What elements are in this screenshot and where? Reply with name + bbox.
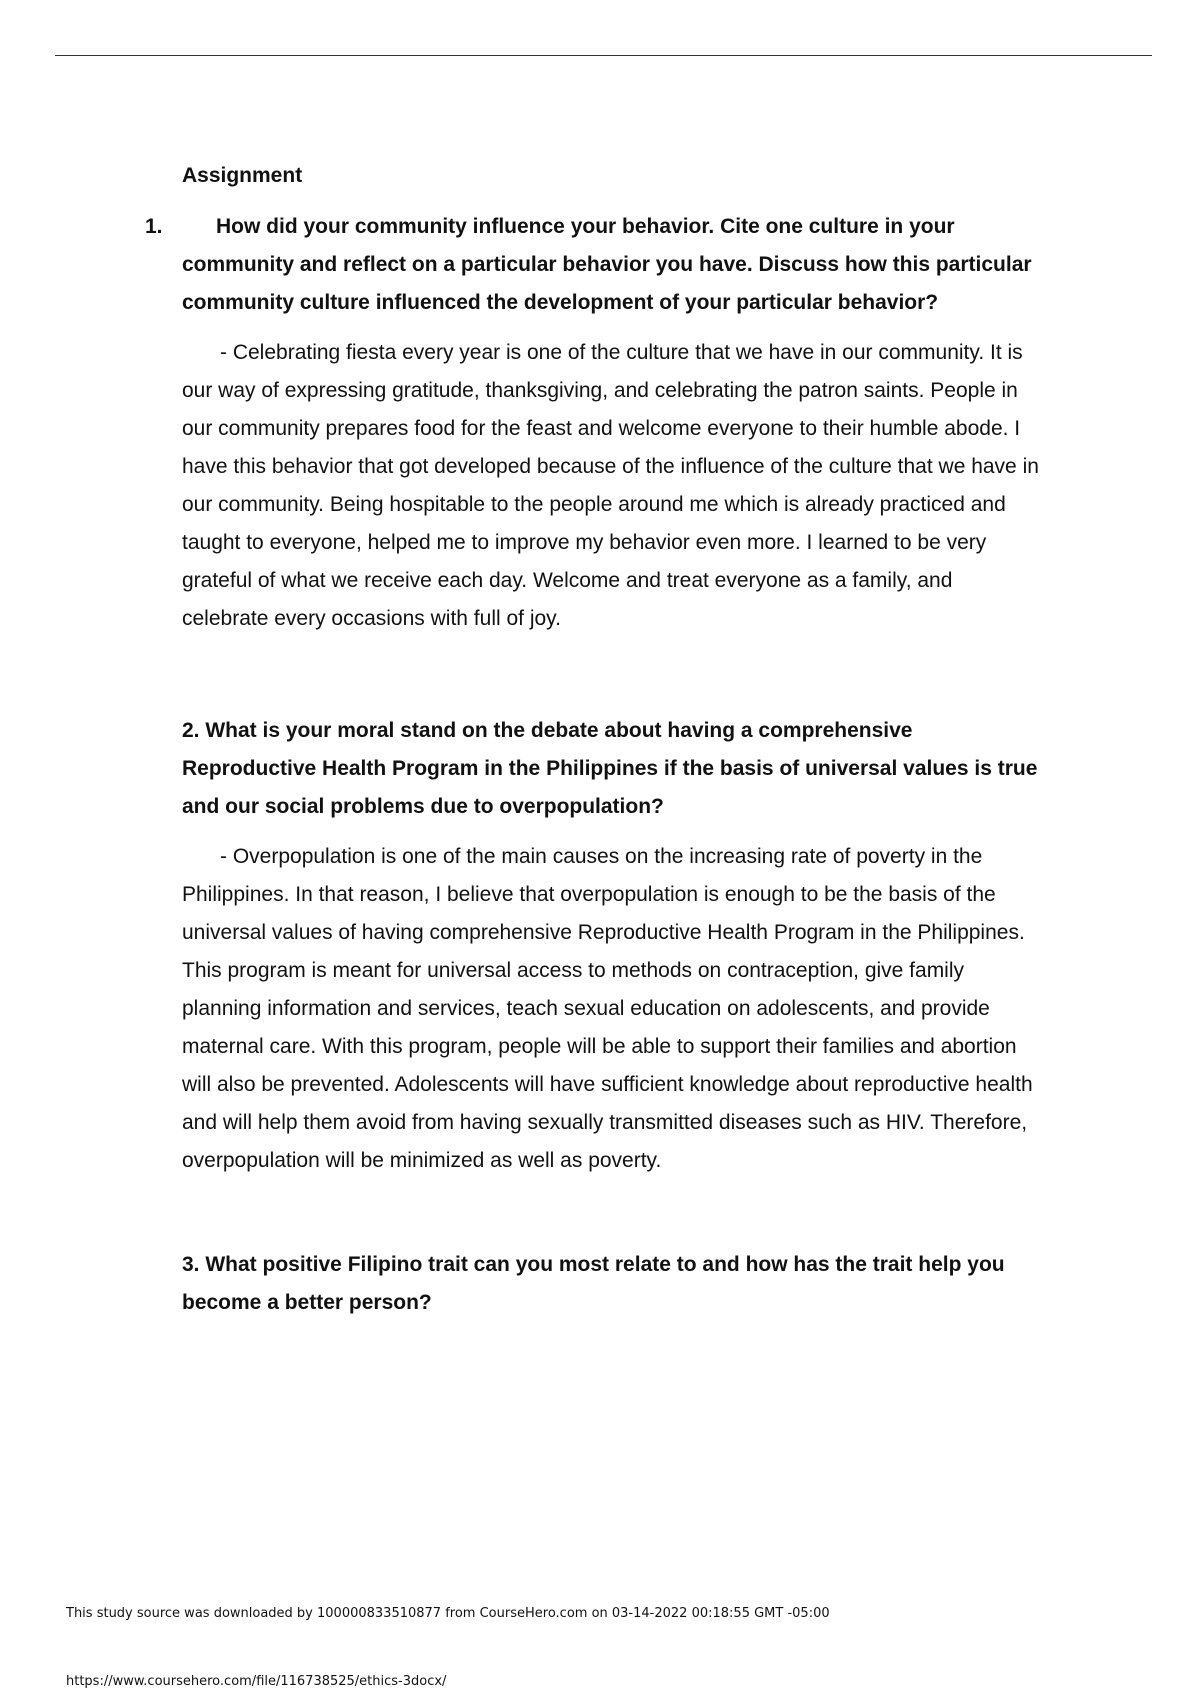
question-2: 2. What is your moral stand on the debate about having a comprehensive Reproductive Health Program in the Philippines if the basis of universal values is true and our social problems due to overpopulation? bbox=[182, 719, 1038, 818]
question-1-text: How did your community influence your behavior. Cite one culture in your community and reflect on a particular behavior you have. Discuss how this particular community culture influenced the development of your particular behavior? bbox=[182, 215, 1032, 314]
download-note: This study source was downloaded by 100000833510877 from CourseHero.com on 03-14-2022 00:18:55 GMT -05:00 bbox=[66, 1606, 830, 1621]
spacer bbox=[182, 1180, 1042, 1246]
document-body bbox=[145, 162, 1042, 1322]
spacer bbox=[182, 638, 1042, 712]
top-divider bbox=[55, 55, 1152, 56]
source-url-link[interactable]: https://www.coursehero.com/file/116738525/ethics-3docx/ bbox=[66, 1674, 447, 1689]
answer-1: - Celebrating fiesta every year is one of the culture that we have in our community. It is our way of expressing gratitude, thanksgiving, and celebrating the patron saints. People in our community prepares food for the feast and welcome everyone to their humble abode. I have this behavior that got developed because of the influence of the culture that we have in our community. Being hospitable to the people around me which is already practiced and taught to everyone, helped me to improve my behavior even more. I learned to be very grateful of what we receive each day. Welcome and treat everyone as a family, and celebrate every occasions with full of joy. bbox=[182, 341, 1039, 630]
document-heading: Assignment bbox=[182, 164, 303, 187]
question-1 bbox=[145, 208, 1042, 322]
answer-2: - Overpopulation is one of the main causes on the increasing rate of poverty in the Philippines. In that reason, I believe that overpopulation is enough to be the basis of the universal values of having comprehensive Reproductive Health Program in the Philippines. This program is meant for universal access to methods on contraception, give family planning information and services, teach sexual education on adolescents, and provide maternal care. With this program, people will be able to support their families and abortion will also be prevented. Adolescents will have sufficient knowledge about reproductive health and will help them avoid from having sexually transmitted diseases such as HIV. Therefore, overpopulation will be minimized as well as poverty. bbox=[182, 845, 1033, 1172]
question-3: 3. What positive Filipino trait can you most relate to and how has the trait help you become a better person? bbox=[182, 1253, 1005, 1314]
question-1-number: 1. bbox=[145, 215, 163, 238]
